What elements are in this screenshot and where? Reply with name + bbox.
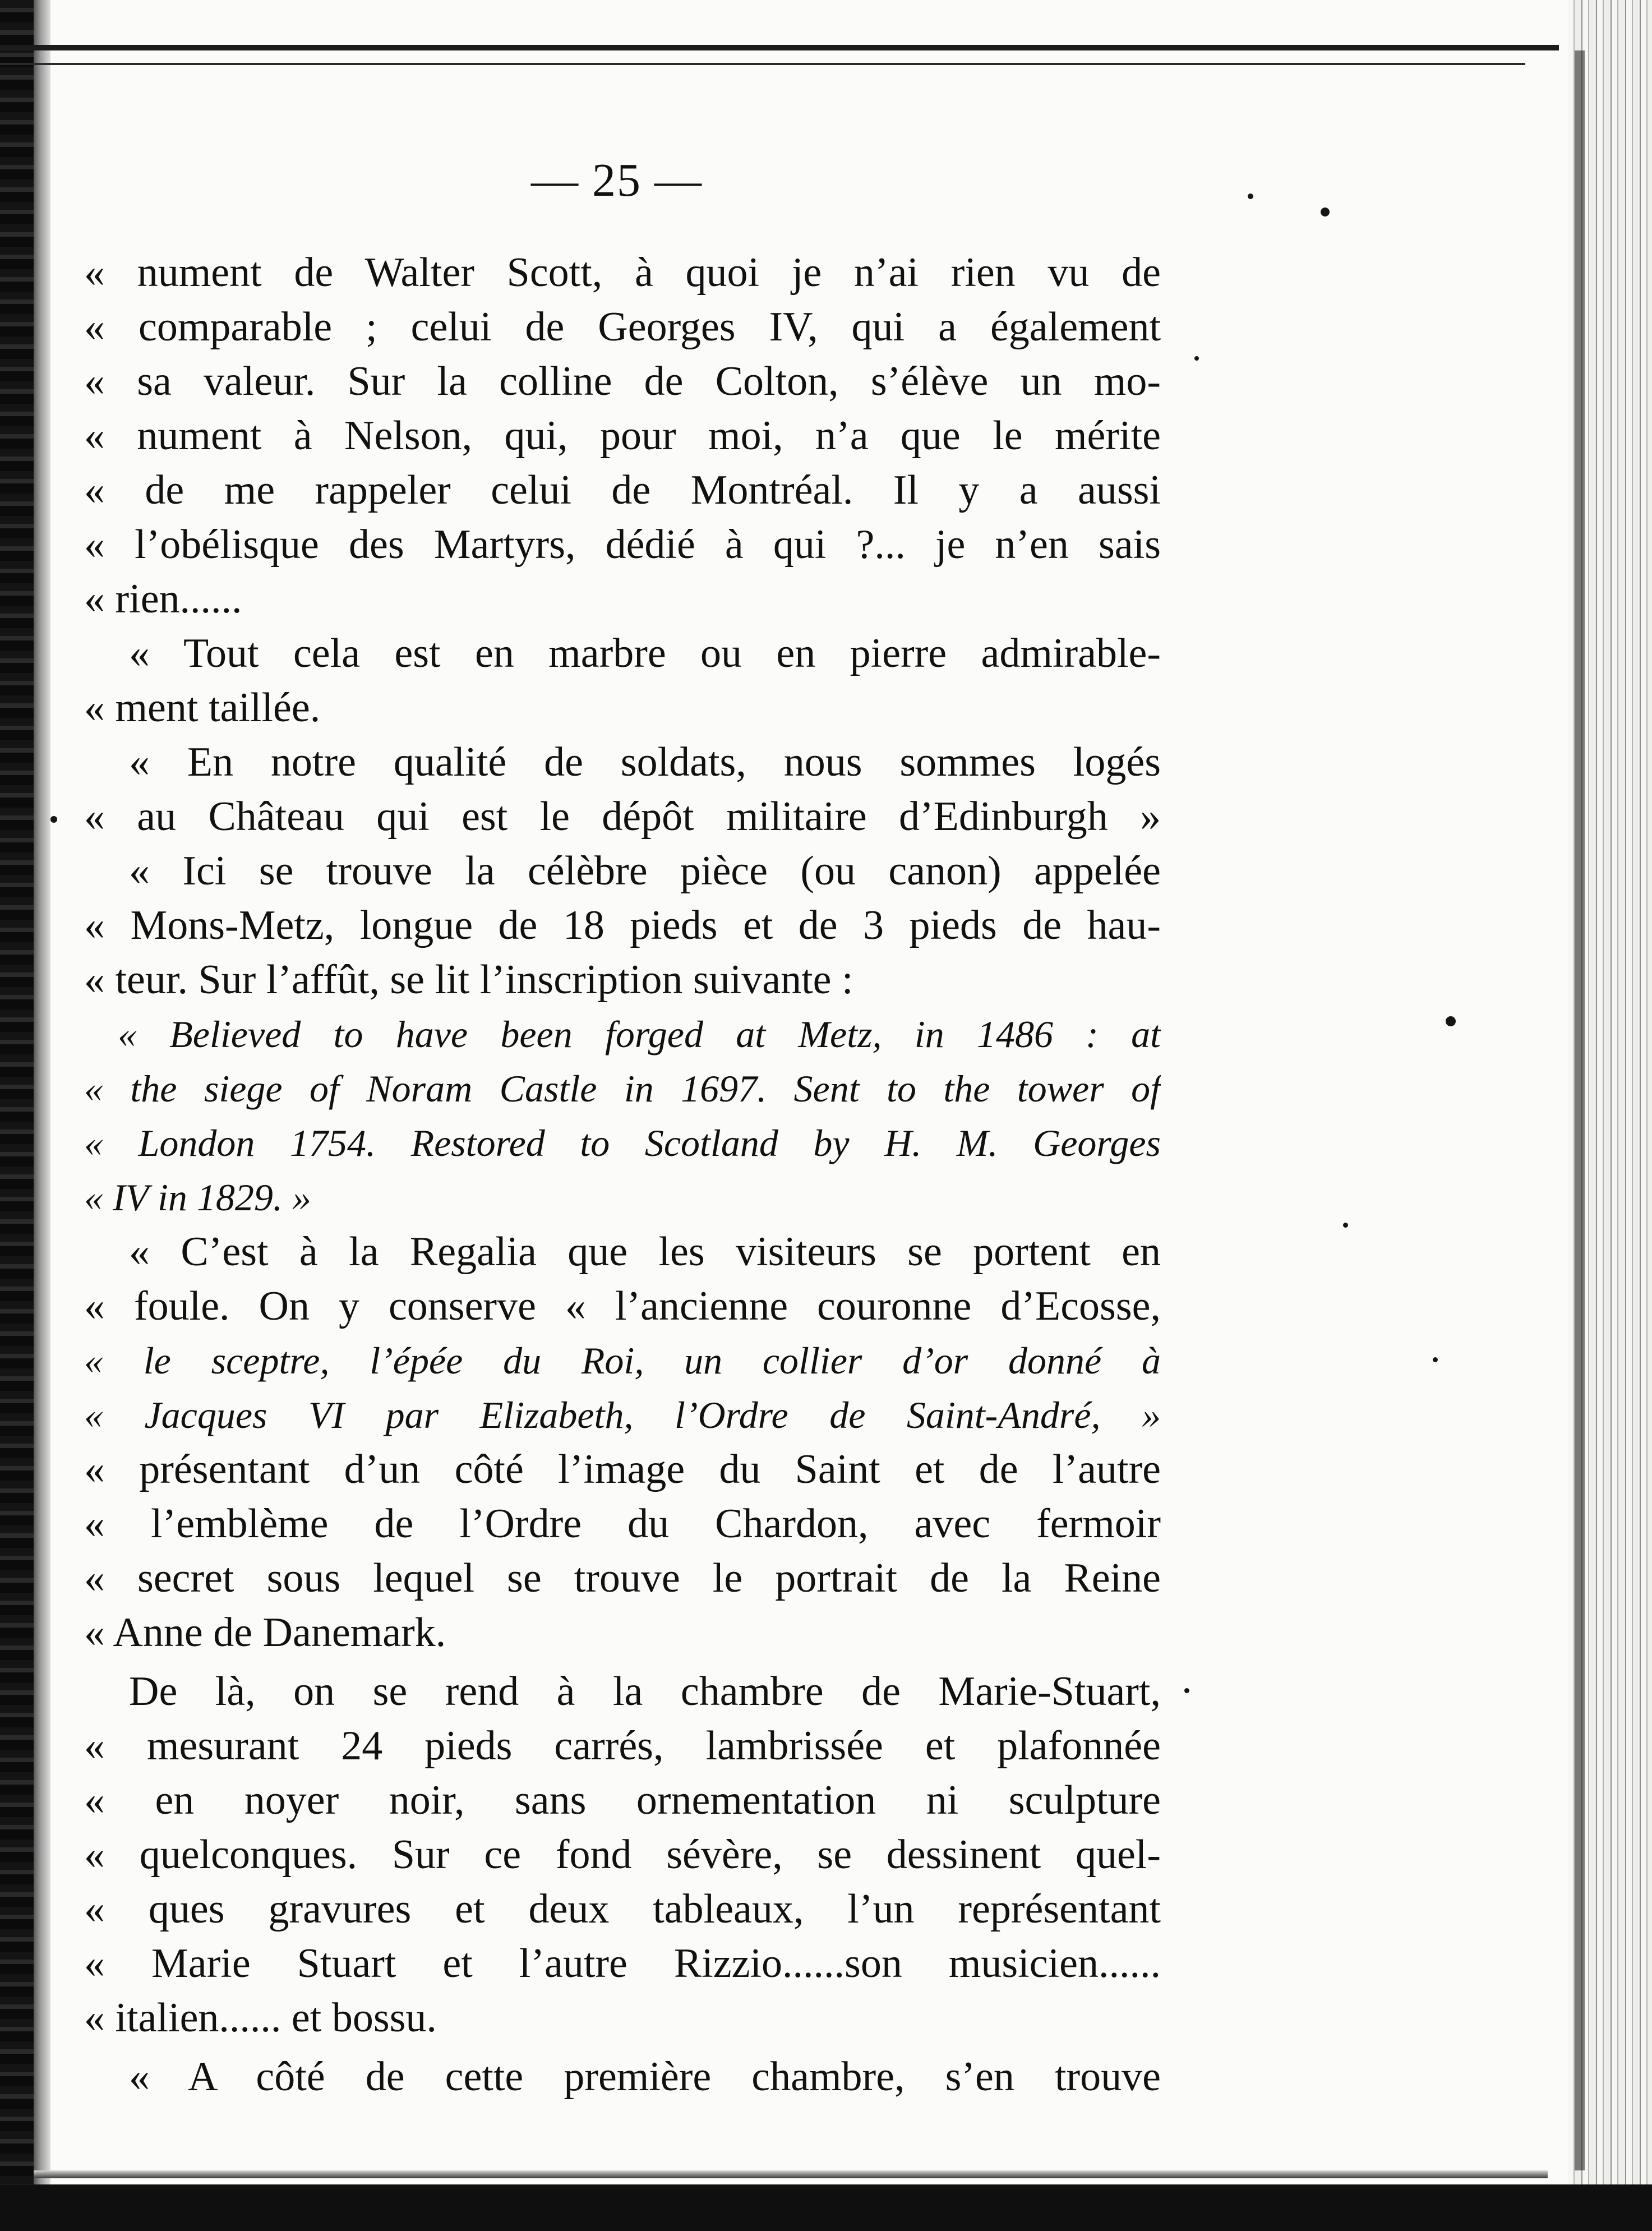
scan-speck [1321,208,1330,216]
text-line: « le sceptre, l’épée du Roi, un collier d’or donné à [84,1339,1161,1382]
text-line: « Jacques VI par Elizabeth, l’Ordre de Saint-André, » [84,1394,1161,1436]
scan-speck [28,1189,34,1195]
text-line: « En notre qualité de soldats, nous sommes logés [129,739,1161,785]
binding-edge-left [0,0,34,2231]
text-line: « quelconques. Sur ce fond sévère, se dessinent quel- [84,1832,1161,1878]
scan-speck [50,816,57,823]
text-line: « Anne de Danemark. [84,1610,446,1656]
scan-speck [1184,1688,1189,1693]
text-line: « en noyer noir, sans ornementation ni sculpture [84,1777,1161,1823]
top-border-line-thin [0,63,1525,65]
top-border-line [0,45,1559,50]
page-number: — 25 — [531,154,703,206]
text-line: « London 1754. Restored to Scotland by H. M. Georges [84,1122,1161,1164]
text-line: « au Château qui est le dépôt militaire d’Edinburgh » [84,794,1161,840]
scan-speck [1194,356,1199,361]
text-line: « rien...... [84,576,242,622]
scan-speck [1343,1223,1348,1228]
binding-shadow [34,0,50,2231]
text-line: « Mons-Metz, longue de 18 pieds et de 3 pieds de hau- [84,902,1161,948]
scan-speck [1446,1016,1456,1026]
text-line: « secret sous lequel se trouve le portrait de la Reine [84,1555,1161,1601]
text-line: « ment taillée. [84,685,321,731]
text-line: « ques gravures et deux tableaux, l’un représentant [84,1886,1161,1932]
bottom-edge-shadow [34,2170,1548,2178]
bottom-border [0,2184,1652,2231]
text-line: « l’obélisque des Martyrs, dédié à qui ?... je n’en sais [84,522,1161,568]
scan-speck [1248,193,1253,199]
page-edge-right-shadow [1575,50,1585,2170]
text-line: « sa valeur. Sur la colline de Colton, s’élève un mo- [84,358,1161,404]
text-line: « l’emblème de l’Ordre du Chardon, avec fermoir [84,1501,1161,1547]
text-line: « Marie Stuart et l’autre Rizzio......son musicien...... [84,1940,1161,1986]
text-line: « teur. Sur l’affût, se lit l’inscription suivante : [84,957,853,1003]
text-line: « comparable ; celui de Georges IV, qui a également [84,304,1161,350]
text-line: « présentant d’un côté l’image du Saint et de l’autre [84,1446,1161,1492]
text-line: « C’est à la Regalia que les visiteurs se portent en [129,1229,1161,1275]
body-text [84,246,1161,2104]
text-line: De là, on se rend à la chambre de Marie-Stuart, [129,1668,1161,1714]
text-line: « italien...... et bossu. [84,1995,437,2041]
text-line: « A côté de cette première chambre, s’en trouve [129,2054,1161,2100]
text-line: « foule. On y conserve « l’ancienne couronne d’Ecosse, [84,1283,1161,1329]
text-line: « the siege of Noram Castle in 1697. Sent to the tower of [84,1067,1161,1110]
text-line: « Believed to have been forged at Metz, in 1486 : at [118,1013,1161,1055]
text-line: « IV in 1829. » [84,1176,311,1219]
text-line: « nument de Walter Scott, à quoi je n’ai rien vu de [84,250,1161,296]
scan-speck [1433,1357,1438,1362]
text-line: « mesurant 24 pieds carrés, lambrissée et plafonnée [84,1723,1161,1769]
text-line: « Ici se trouve la célèbre pièce (ou canon) appelée [129,848,1161,894]
text-line: « de me rappeler celui de Montréal. Il y a aussi [84,467,1161,513]
text-line: « nument à Nelson, qui, pour moi, n’a que le mérite [84,413,1161,459]
text-line: « Tout cela est en marbre ou en pierre admirable- [129,630,1161,676]
